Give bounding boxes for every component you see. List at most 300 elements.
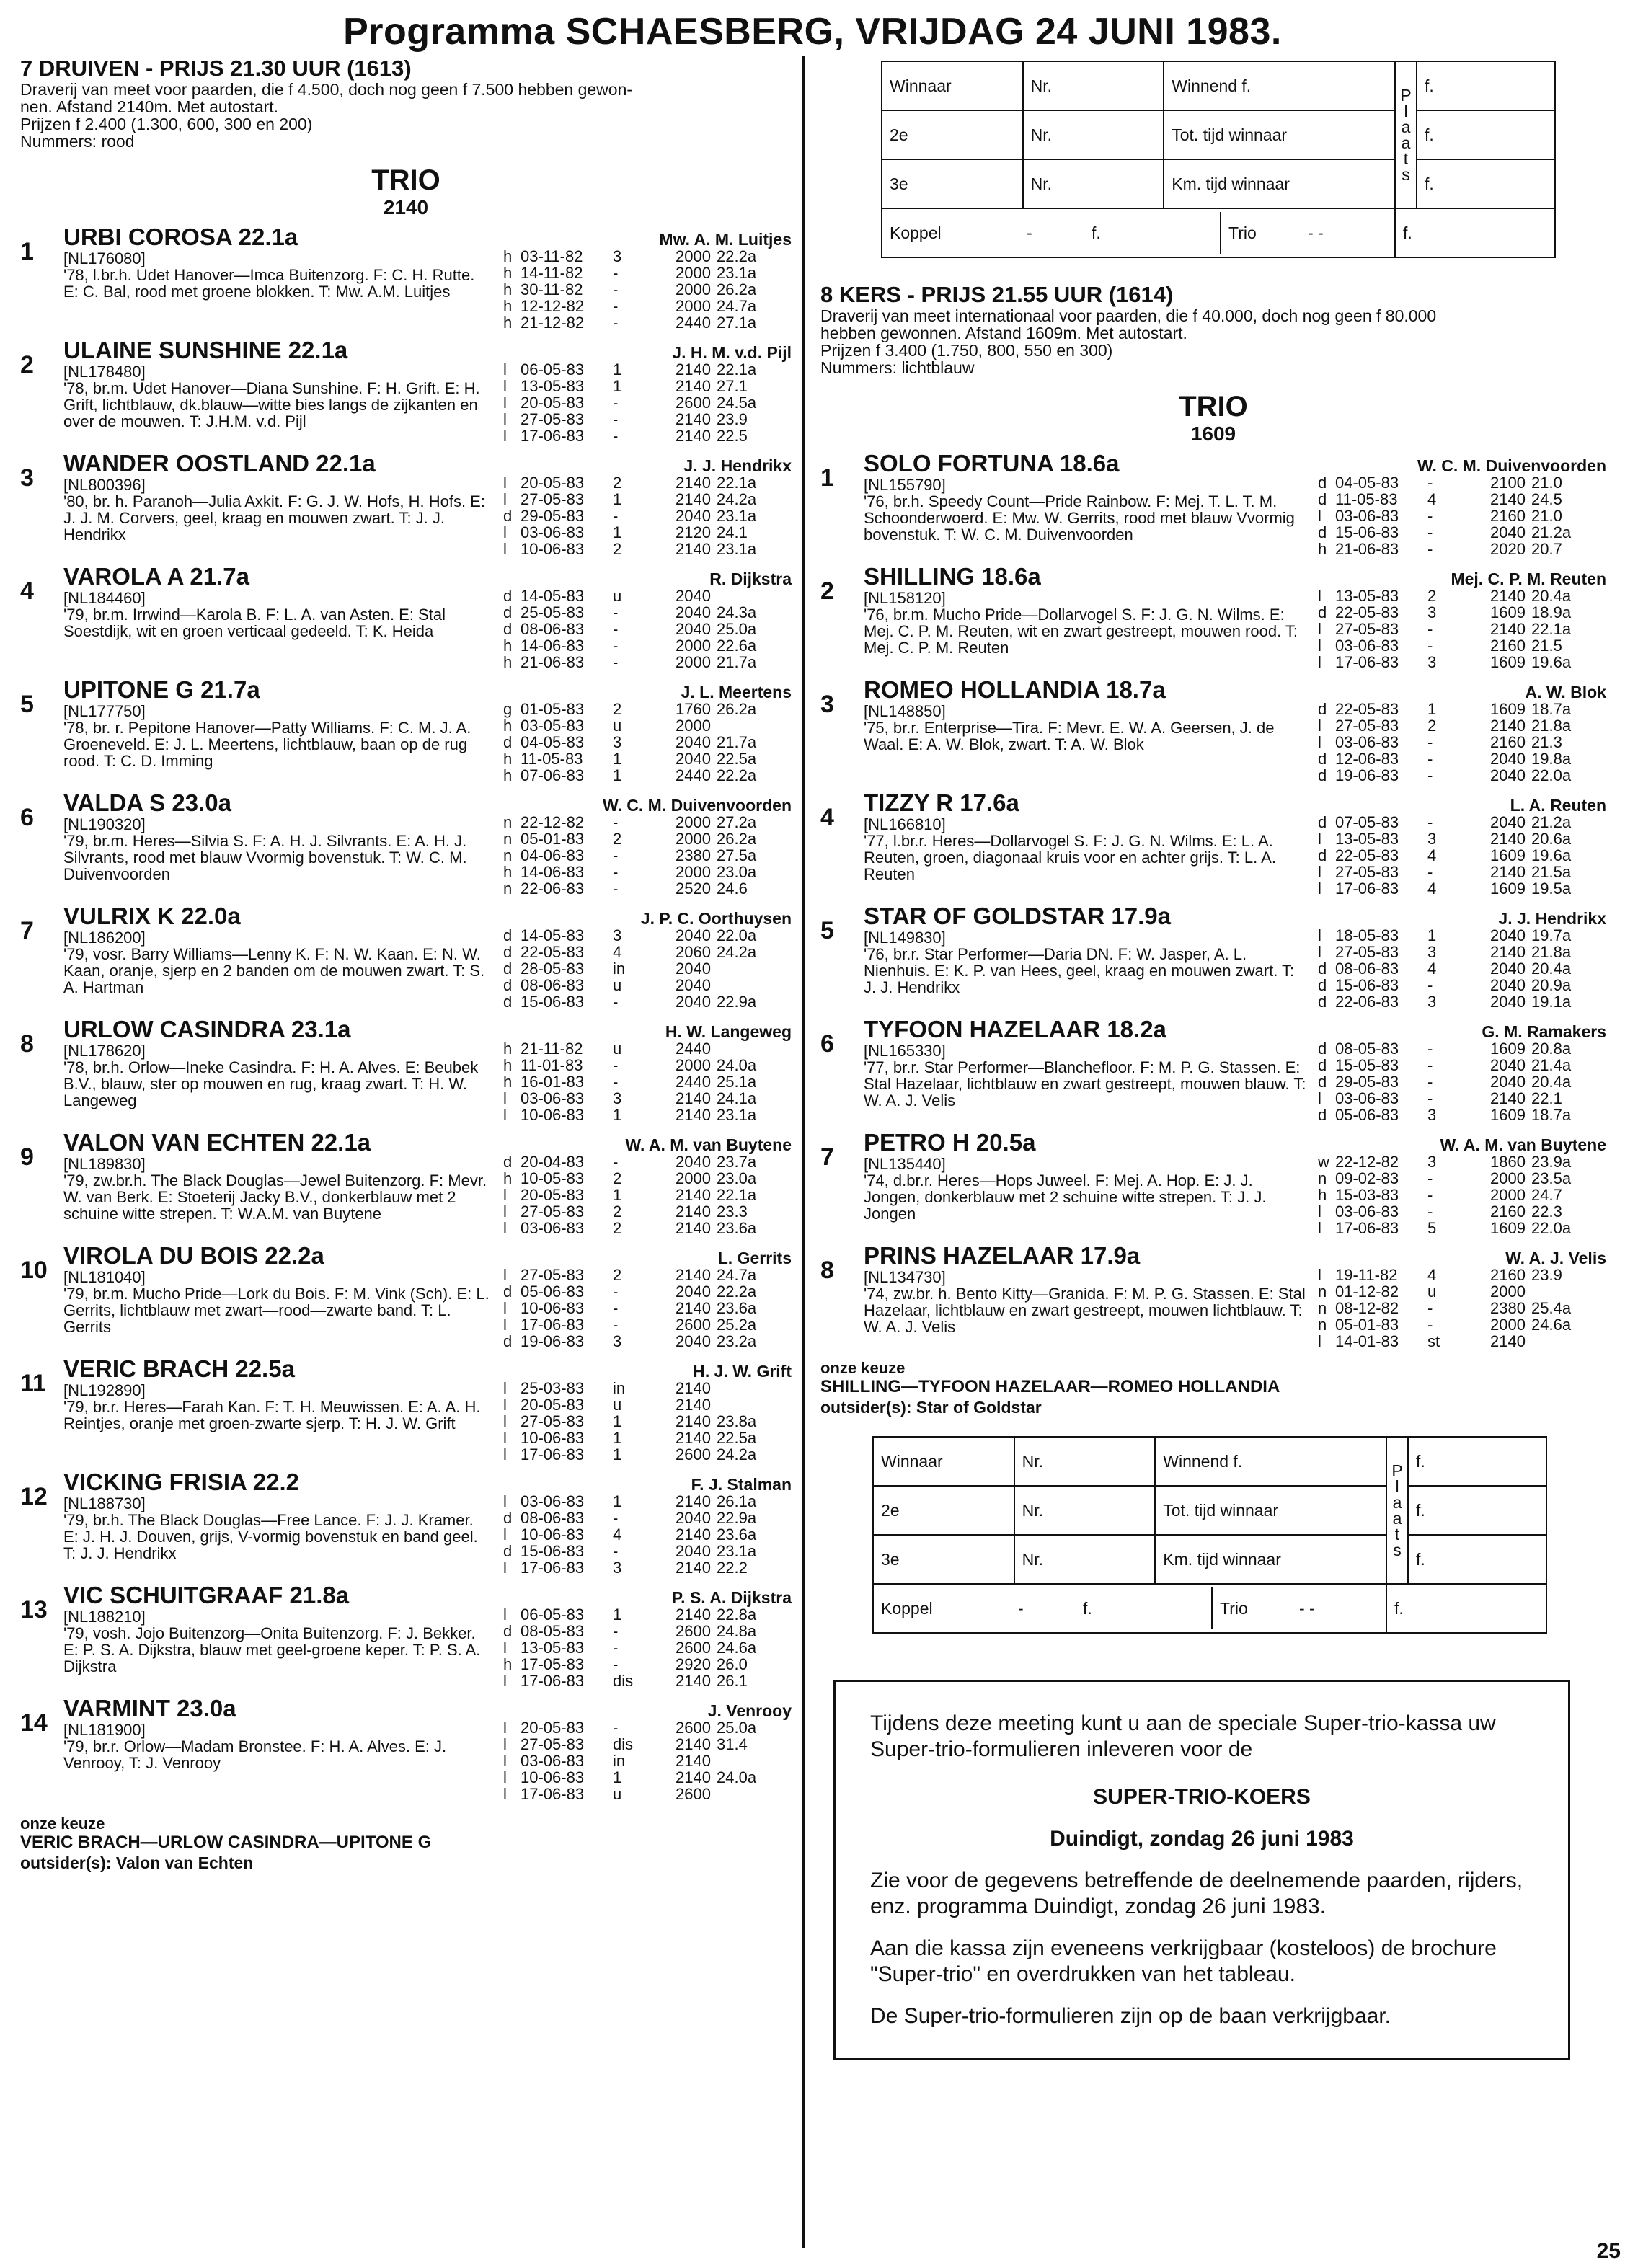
record-cell: l — [1318, 926, 1321, 944]
record-row — [503, 1220, 792, 1236]
record-cell: 22-05-83 — [1335, 603, 1399, 621]
outsider-text: outsider(s): Star of Goldstar — [820, 1398, 1042, 1417]
horse-entry — [20, 903, 792, 1010]
record-cell: 24.1 — [717, 523, 748, 541]
record-cell: 19.6a — [1531, 846, 1572, 864]
record-cell: 21.0 — [1531, 474, 1562, 492]
record-cell: 27-05-83 — [521, 1202, 585, 1221]
record-cell: l — [503, 1605, 507, 1624]
record-cell: - — [613, 863, 619, 881]
record-row — [1318, 1267, 1606, 1283]
record-cell: 16-01-83 — [521, 1073, 585, 1091]
record-cell: 19.1a — [1531, 993, 1572, 1011]
horse-registration: [NL155790] — [864, 476, 946, 494]
record-cell: h — [503, 653, 513, 671]
record-cell: - — [1427, 474, 1433, 492]
condition-line: nen. Afstand 2140m. Met autostart. — [20, 97, 278, 116]
horse-registration: [NL181900] — [63, 1721, 146, 1739]
record-cell: 27.2a — [717, 813, 757, 831]
record-row — [503, 588, 792, 604]
record-row — [1318, 588, 1606, 604]
record-cell: 2 — [613, 1266, 622, 1284]
record-cell — [717, 1786, 773, 1802]
record-cell: 2380 — [676, 846, 711, 864]
record-cell: 03-11-82 — [521, 247, 583, 265]
horse-number: 11 — [20, 1370, 46, 1397]
record-cell: n — [1318, 1299, 1327, 1317]
record-cell: l — [503, 474, 507, 492]
horse-row — [63, 1582, 792, 1689]
record-row — [503, 541, 792, 557]
our-choice — [820, 1360, 1606, 1417]
record-cell: 24.0a — [717, 1056, 757, 1074]
record-row — [1318, 1316, 1606, 1333]
record-cell: h — [1318, 1186, 1327, 1204]
record-row — [1318, 1090, 1606, 1107]
horse-number: 6 — [20, 804, 34, 831]
condition-line: hebben gewonnen. Afstand 1609m. Met autostart. — [820, 324, 1187, 342]
record-cell: 4 — [1427, 490, 1437, 508]
horse-registration: [NL188730] — [63, 1494, 146, 1512]
horse-info — [864, 563, 1309, 670]
record-row — [1318, 734, 1606, 750]
record-cell: 23.6a — [717, 1525, 757, 1543]
record-row — [503, 814, 792, 830]
record-cell: 10-06-83 — [521, 1106, 585, 1124]
record-cell: 2140 — [676, 1396, 711, 1414]
record-cell: 2140 — [1490, 717, 1526, 735]
horse-description: '77, br.r. Star Performer—Blanchefloor. F: M. P. G. Stassen. E: Stal Hazelaar, lichtblauw en zwart gestreept, mouwen blauw. T: W. A. J. Velis — [864, 1058, 1306, 1109]
record-cell: d — [503, 1332, 513, 1350]
horse-info — [63, 1355, 492, 1463]
record-cell: 4 — [1427, 880, 1437, 898]
record-cell: 26.2a — [717, 280, 757, 298]
record-cell: h — [503, 1040, 513, 1058]
record-cell: 05-06-83 — [1335, 1106, 1399, 1124]
horse-row — [63, 1695, 792, 1802]
record-row — [1318, 654, 1606, 670]
record-cell: 1609 — [1490, 603, 1526, 621]
record-row — [503, 977, 792, 993]
record-cell: - — [613, 410, 619, 428]
record-cell: 23.0a — [717, 1169, 757, 1187]
notice-paragraph: Tijdens deze meeting kunt u aan de speciale Super-trio-kassa uw Super-trio-formulieren inleveren voor de — [870, 1711, 1496, 1761]
record-row — [503, 1413, 792, 1430]
record-row — [503, 1623, 792, 1639]
record-cell: 18-05-83 — [1335, 926, 1399, 944]
result-table — [881, 61, 1556, 258]
record-cell: 3 — [1427, 943, 1437, 961]
record-cell: 15-03-83 — [1335, 1186, 1399, 1204]
trainer-name: H. W. Langeweg — [665, 1022, 792, 1041]
record-cell: 2040 — [676, 750, 711, 768]
record-row — [503, 864, 792, 880]
record-cell: 27.5a — [717, 846, 757, 864]
record-row — [1318, 960, 1606, 977]
horse-name: STAR OF GOLDSTAR 17.9a — [864, 903, 1172, 929]
condition-line: Draverij van meet internationaal voor paarden, die f 40.000, doch nog geen f 80.000 — [820, 306, 1437, 325]
horse-number: 6 — [820, 1030, 834, 1058]
record-cell: 08-06-83 — [521, 1509, 585, 1527]
record-cell: 21.5 — [1531, 637, 1562, 655]
trainer-name: F. J. Stalman — [691, 1475, 792, 1494]
record-row — [503, 1510, 792, 1526]
record-row — [1318, 604, 1606, 621]
trainer-name: R. Dijkstra — [709, 570, 792, 588]
record-cell: 20.8a — [1531, 1040, 1572, 1058]
record-cell: n — [503, 846, 513, 864]
trainer-name: J. L. Meertens — [681, 683, 792, 701]
record-row — [503, 1493, 792, 1510]
record-cell: 2000 — [676, 653, 711, 671]
horse-description: '79, br.r. Heres—Farah Kan. F: T. H. Meuwissen. E: A. A. H. Reintjes, oranje met groen-zwarte sjerp. T: H. J. W. Grift — [63, 1398, 481, 1432]
bet-type: TRIO — [1179, 391, 1248, 422]
trainer-name: A. W. Blok — [1525, 683, 1606, 701]
record-cell: 22.5a — [717, 1429, 757, 1447]
record-cell: d — [503, 1283, 513, 1301]
record-cell: 2440 — [676, 766, 711, 784]
record-cell: 23.1a — [717, 1106, 757, 1124]
trio-label: Trio — [1220, 1598, 1248, 1618]
record-row — [503, 993, 792, 1010]
record-cell: 25.1a — [717, 1073, 757, 1091]
record-cell: 27-05-83 — [1335, 863, 1399, 881]
record-cell: 13-05-83 — [521, 1639, 585, 1657]
record-cell: 2040 — [1490, 1056, 1526, 1074]
record-cell: 03-06-83 — [1335, 507, 1399, 525]
record-cell: 22.0a — [1531, 766, 1572, 784]
record-cell: 2600 — [676, 1445, 711, 1463]
record-cell: l — [1318, 1089, 1321, 1107]
record-cell: 23.3 — [717, 1202, 748, 1221]
record-cell: 23.8a — [717, 1412, 757, 1430]
horse-row — [864, 450, 1606, 557]
horse-description: '76, br.h. Speedy Count—Pride Rainbow. F: Mej. T. L. T. M. Schoonderwoerd. E: Mw. W. Gerrits, rood met blauw Vvormig bovenstuk. T: W. C. M. Duivenvoorden — [864, 492, 1295, 544]
horse-name: SOLO FORTUNA 18.6a — [864, 450, 1120, 477]
horse-entry — [820, 563, 1606, 670]
record-cell: 1 — [613, 1186, 622, 1204]
record-cell: 2600 — [676, 1622, 711, 1640]
record-cell: 2140 — [676, 1202, 711, 1221]
record-cell: 2000 — [676, 297, 711, 315]
record-cell: 03-05-83 — [521, 717, 585, 735]
record-row — [503, 750, 792, 767]
koppel-label: Koppel — [881, 1598, 933, 1618]
record-cell: - — [613, 1153, 619, 1171]
horse-info — [864, 789, 1309, 897]
record-cell: - — [1427, 1186, 1433, 1204]
record-cell: - — [613, 394, 619, 412]
horse-entry — [20, 1242, 792, 1350]
record-cell: 15-06-83 — [521, 993, 585, 1011]
record-cell: 15-06-83 — [521, 1542, 585, 1560]
column-divider — [802, 56, 805, 2248]
record-cell: 1 — [613, 360, 622, 378]
horse-records — [503, 903, 792, 1010]
horse-records — [503, 1242, 792, 1350]
record-cell: 10-06-83 — [521, 1429, 585, 1447]
record-cell: 08-06-83 — [521, 620, 585, 638]
record-row — [1318, 864, 1606, 880]
horse-records — [503, 450, 792, 557]
record-cell: l — [503, 1316, 507, 1334]
record-cell: - — [613, 846, 619, 864]
record-cell: l — [503, 1106, 507, 1124]
koppel-amount: f. — [1084, 212, 1221, 254]
record-row — [503, 1073, 792, 1090]
record-row — [1318, 830, 1606, 847]
record-cell: 14-11-82 — [521, 264, 583, 282]
horse-entry — [20, 223, 792, 331]
record-row — [503, 361, 792, 378]
record-row — [503, 248, 792, 265]
record-row — [503, 411, 792, 428]
record-cell: 24.2a — [717, 490, 757, 508]
record-cell: 22.1a — [717, 1186, 757, 1204]
horse-description: '79, br.m. Irrwind—Karola B. F: L. A. van Asten. E: Stal Soestdijk, wit en groen verticaal gedeeld. T: K. Heida — [63, 606, 446, 640]
record-cell: l — [503, 427, 507, 445]
record-cell: 2600 — [676, 1785, 711, 1803]
horse-info — [864, 1129, 1309, 1236]
record-cell: - — [613, 603, 619, 621]
horse-name: VIC SCHUITGRAAF 21.8a — [63, 1582, 350, 1608]
record-row — [503, 880, 792, 897]
record-row — [1318, 1333, 1606, 1350]
record-cell: 3 — [1427, 830, 1437, 848]
record-cell: - — [613, 1316, 619, 1334]
record-cell: l — [503, 523, 507, 541]
horse-entry — [20, 1469, 792, 1576]
record-cell: 2140 — [676, 1492, 711, 1510]
record-cell: 22-05-83 — [1335, 700, 1399, 718]
horse-entry — [20, 1355, 792, 1463]
trainer-name: J. P. C. Oorthuysen — [640, 909, 792, 928]
record-cell: 08-05-83 — [521, 1622, 585, 1640]
horse-records — [1318, 676, 1606, 784]
record-cell: 3 — [613, 1089, 622, 1107]
record-cell: l — [1318, 653, 1321, 671]
notice-paragraph: Zie voor de gegevens betreffende de deelnemende paarden, rijders, enz. programma Duindigt, zondag 26 juni 1983. — [870, 1869, 1523, 1918]
record-cell: l — [1318, 717, 1321, 735]
horse-info — [63, 450, 492, 557]
record-row — [1318, 637, 1606, 654]
record-cell: 1 — [613, 1492, 622, 1510]
record-cell: 2000 — [676, 830, 711, 848]
record-cell: 01-05-83 — [521, 700, 585, 718]
record-cell: 24.8a — [717, 1622, 757, 1640]
trio-dashes: - - — [1299, 1598, 1315, 1618]
horse-entry — [20, 676, 792, 784]
record-cell: 2 — [613, 474, 622, 492]
record-cell: - — [1427, 1056, 1433, 1074]
record-cell: 11-05-83 — [1335, 490, 1398, 508]
horse-row — [63, 450, 792, 557]
record-cell: d — [1318, 846, 1327, 864]
amount-label: Winnend f. — [1155, 1437, 1386, 1486]
record-cell: 2040 — [1490, 523, 1526, 541]
record-cell: - — [613, 1622, 619, 1640]
trainer-name: Mw. A. M. Luitjes — [659, 230, 792, 249]
record-cell: 20-05-83 — [521, 394, 585, 412]
record-cell: 25-05-83 — [521, 603, 585, 621]
record-row — [503, 944, 792, 960]
record-cell: 2 — [613, 1169, 622, 1187]
record-cell: 3 — [1427, 603, 1437, 621]
record-cell: - — [1427, 750, 1433, 768]
record-row — [503, 927, 792, 944]
record-cell: 1 — [613, 1445, 622, 1463]
record-row — [503, 474, 792, 491]
record-row — [503, 604, 792, 621]
record-cell: 1609 — [1490, 1106, 1526, 1124]
record-cell: 2040 — [676, 1153, 711, 1171]
row-label: 2e — [882, 110, 1023, 159]
record-cell — [1531, 1283, 1588, 1300]
record-cell: 22-06-83 — [521, 880, 585, 898]
record-cell: 2000 — [676, 717, 711, 735]
record-cell: 5 — [1427, 1219, 1437, 1237]
record-cell: 2140 — [1490, 587, 1526, 605]
record-cell: 20-05-83 — [521, 1396, 585, 1414]
record-cell: 2140 — [676, 1379, 711, 1397]
trainer-name: G. M. Ramakers — [1482, 1022, 1606, 1041]
horse-registration: [NL176080] — [63, 249, 146, 267]
record-row — [503, 1559, 792, 1576]
horse-number: 2 — [20, 351, 34, 378]
record-cell: h — [503, 314, 513, 332]
record-row — [503, 621, 792, 637]
record-cell: - — [1427, 733, 1433, 751]
record-row — [503, 1430, 792, 1446]
record-cell: 2040 — [1490, 813, 1526, 831]
record-row — [503, 1526, 792, 1543]
record-cell: 3 — [613, 733, 622, 751]
record-cell: h — [503, 717, 513, 735]
record-cell: 21-06-83 — [1335, 540, 1399, 558]
record-cell: d — [1318, 750, 1327, 768]
record-cell: l — [503, 1396, 507, 1414]
record-cell: 23.9a — [1531, 1153, 1572, 1171]
plaats-letter: l — [1404, 102, 1408, 120]
record-cell: 2140 — [676, 410, 711, 428]
record-cell: 2140 — [1490, 490, 1526, 508]
record-cell: l — [503, 1492, 507, 1510]
record-row — [1318, 993, 1606, 1010]
record-cell — [717, 1753, 773, 1769]
record-cell: d — [1318, 766, 1327, 784]
record-cell: 27-05-83 — [1335, 717, 1399, 735]
record-cell: 2040 — [676, 1542, 711, 1560]
amount-cell: f. — [1408, 1486, 1546, 1535]
horse-number: 10 — [20, 1257, 48, 1284]
record-cell: - — [613, 1299, 619, 1317]
record-row — [1318, 1040, 1606, 1057]
amount-cell: f. — [1417, 61, 1555, 110]
record-cell: 2000 — [676, 1056, 711, 1074]
record-row — [503, 1203, 792, 1220]
trainer-name: P. S. A. Dijkstra — [671, 1588, 792, 1607]
record-cell: 03-06-83 — [521, 1492, 585, 1510]
record-cell: 05-01-83 — [521, 830, 585, 848]
record-cell: u — [613, 1396, 622, 1414]
record-cell: 2040 — [676, 603, 711, 621]
record-cell: 21.2a — [1531, 813, 1572, 831]
record-cell: 21.8a — [1531, 717, 1572, 735]
record-cell: 28-05-83 — [521, 960, 585, 978]
record-cell: l — [1318, 507, 1321, 525]
record-cell: 1609 — [1490, 1219, 1526, 1237]
record-cell: 2160 — [1490, 1202, 1526, 1221]
record-cell: 03-06-83 — [1335, 637, 1399, 655]
race-heading: 8 KERS - PRIJS 21.55 UUR (1614) — [820, 282, 1174, 307]
record-cell: u — [613, 1785, 622, 1803]
record-cell: 23.9 — [717, 410, 748, 428]
horse-number: 14 — [20, 1709, 48, 1737]
record-cell: 2040 — [676, 587, 711, 605]
horse-registration: [NL158120] — [864, 589, 946, 607]
record-cell: 01-12-82 — [1335, 1283, 1399, 1301]
trainer-name: J. Venrooy — [707, 1701, 792, 1720]
horse-name: TIZZY R 17.6a — [864, 789, 1019, 816]
horse-entry — [20, 1695, 792, 1802]
record-cell: 03-06-83 — [521, 1219, 585, 1237]
record-cell: h — [1318, 540, 1327, 558]
horse-number: 7 — [20, 917, 34, 944]
record-cell: 2040 — [1490, 976, 1526, 994]
record-row — [503, 734, 792, 750]
record-cell: 2040 — [1490, 1073, 1526, 1091]
record-cell: 2 — [613, 540, 622, 558]
record-cell: l — [503, 377, 507, 395]
record-cell: h — [503, 247, 513, 265]
record-cell: - — [613, 1542, 619, 1560]
record-row — [1318, 621, 1606, 637]
horse-records — [1318, 450, 1606, 557]
record-cell: 05-01-83 — [1335, 1316, 1399, 1334]
record-cell: n — [503, 813, 513, 831]
trainer-name: W. C. M. Duivenvoorden — [1417, 456, 1606, 475]
record-row — [503, 1736, 792, 1753]
horse-info — [63, 789, 492, 897]
record-row — [1318, 814, 1606, 830]
record-cell: 24.3a — [717, 603, 757, 621]
record-cell — [717, 1380, 773, 1396]
horse-records — [503, 1129, 792, 1236]
record-cell: l — [503, 360, 507, 378]
horse-description: '79, br.h. The Black Douglas—Free Lance. F: J. J. Kramer. E: J. H. J. Douven, grijs, V-vormig bovenstuk en band geel. T: J. J. Hendrikx — [63, 1511, 478, 1562]
record-cell: 17-06-83 — [1335, 1219, 1399, 1237]
record-cell: h — [503, 863, 513, 881]
record-cell: 2000 — [676, 813, 711, 831]
horse-info — [63, 676, 492, 784]
record-cell: 19-06-83 — [1335, 766, 1399, 784]
record-cell: 2040 — [676, 1283, 711, 1301]
horse-records — [503, 676, 792, 784]
record-row — [503, 314, 792, 331]
record-cell: 15-05-83 — [1335, 1056, 1399, 1074]
record-cell: 13-05-83 — [1335, 587, 1399, 605]
trainer-name: W. A. J. Velis — [1505, 1249, 1606, 1267]
record-cell: 2140 — [676, 1299, 711, 1317]
horse-records — [503, 337, 792, 444]
row-label: Winnaar — [882, 61, 1023, 110]
record-cell: 17-06-83 — [521, 1672, 585, 1690]
record-cell: 25-03-83 — [521, 1379, 585, 1397]
record-cell: 24.7a — [717, 297, 757, 315]
record-cell: 03-06-83 — [521, 1089, 585, 1107]
record-cell: d — [503, 603, 513, 621]
record-cell: u — [613, 976, 622, 994]
